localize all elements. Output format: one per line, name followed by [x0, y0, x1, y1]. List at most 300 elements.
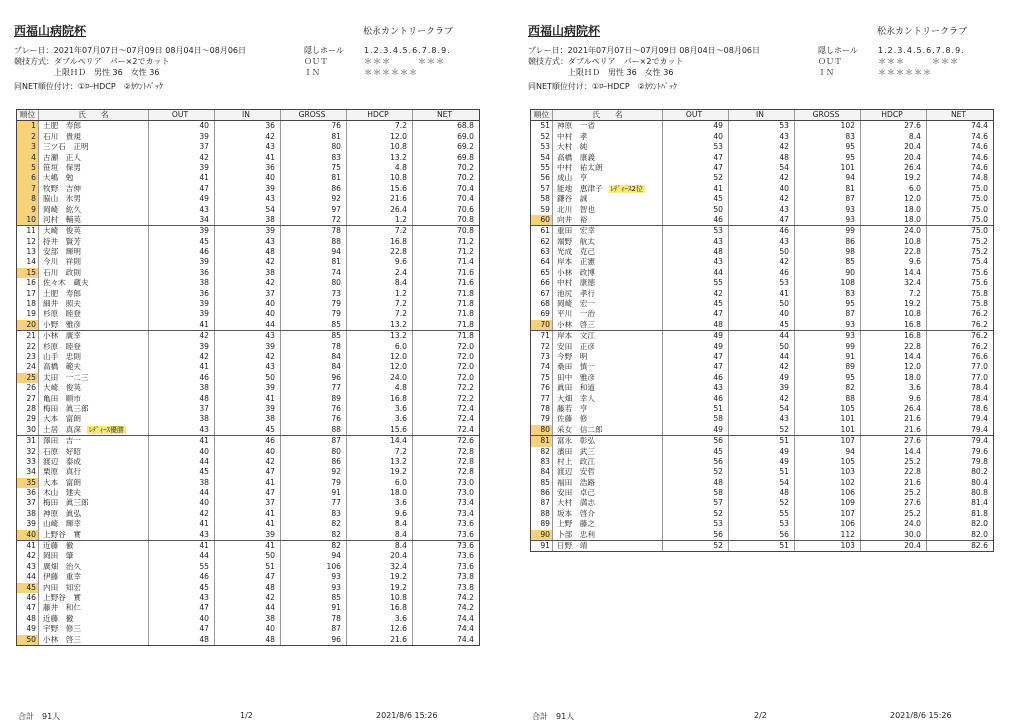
player-name: 岡崎 宏一	[557, 299, 595, 309]
name-cell	[39, 342, 149, 352]
hdcp-cell: 12.0	[347, 362, 413, 372]
table-row	[531, 404, 993, 414]
net-cell: 71.8	[457, 319, 474, 329]
rank-cell: 30	[17, 425, 39, 435]
table-row	[531, 467, 993, 477]
name-cell	[39, 153, 149, 163]
out-cell: 44	[149, 551, 215, 561]
rank-cell: 82	[531, 447, 553, 457]
net-cell: 82.0	[971, 529, 988, 539]
net-cell: 71.6	[457, 278, 474, 288]
player-name: 安田 正彦	[557, 341, 595, 351]
net-cell: 69.8	[457, 152, 474, 162]
in-cell: 41	[215, 519, 281, 529]
hdcp-cell: 24.0	[347, 373, 413, 383]
player-name: 高橋 康義	[557, 152, 595, 162]
table-row	[531, 383, 993, 393]
rank-cell: 59	[531, 205, 553, 215]
gross-cell: 85	[795, 257, 861, 267]
gross-cell: 106	[795, 488, 861, 498]
name-cell	[39, 194, 149, 204]
in-cell: 43	[729, 205, 795, 215]
player-name: 高橋 範夫	[43, 362, 81, 372]
in-cell: 40	[215, 309, 281, 319]
gross-cell: 85	[281, 593, 347, 603]
competition-method: 競技方式：ダブルペリア パー×2でカット	[14, 57, 170, 66]
award-badge: ﾚﾃﾞｨｰｽ優勝	[88, 425, 124, 434]
table-row	[17, 309, 479, 319]
name-cell	[39, 278, 149, 288]
net-cell: 82.0	[971, 519, 988, 529]
net-cell: 74.4	[457, 613, 474, 623]
out-cell: 42	[149, 509, 215, 519]
out-cell: 58	[663, 488, 729, 498]
net-cell: 70.8	[457, 214, 474, 224]
name-cell	[553, 436, 663, 446]
in-cell: 47	[215, 572, 281, 582]
rank-cell: 60	[531, 215, 553, 225]
in-cell: 53	[729, 519, 795, 529]
in-cell: 46	[729, 226, 795, 236]
gross-cell: 93	[281, 583, 347, 593]
in-cell: 42	[729, 194, 795, 204]
net-cell: 76.2	[971, 309, 988, 319]
hdcp-cell: 19.2	[347, 467, 413, 477]
player-name: 岸本 文江	[557, 331, 595, 341]
table-row	[531, 352, 993, 362]
player-name: 采女 信二郎	[557, 424, 603, 434]
gross-cell: 94	[281, 551, 347, 561]
in-cell: 48	[215, 635, 281, 645]
player-name: 小野 雅彦	[43, 319, 81, 329]
net-cell: 72.4	[457, 424, 474, 434]
player-name: 佐藤 修	[557, 414, 588, 424]
net-cell: 74.6	[971, 152, 988, 162]
hdcp-cell: 10.8	[347, 593, 413, 603]
table-row	[17, 268, 479, 278]
hdcp-cell: 16.8	[347, 394, 413, 404]
table-row	[531, 394, 993, 404]
hdcp-cell: 30.0	[861, 530, 927, 540]
table-row	[531, 414, 993, 424]
rank-cell: 25	[17, 373, 39, 383]
in-cell: 54	[729, 404, 795, 414]
net-cell: 73.0	[457, 488, 474, 498]
net-cell: 79.4	[971, 424, 988, 434]
hdcp-cell: 7.2	[347, 226, 413, 236]
in-cell: 50	[729, 299, 795, 309]
in-cell: 39	[215, 404, 281, 414]
rank-cell: 66	[531, 278, 553, 288]
table-row	[531, 215, 993, 225]
gross-cell: 102	[795, 478, 861, 488]
table-row	[17, 330, 479, 341]
player-name: 安田 卓己	[557, 488, 595, 498]
out-cell: 47	[663, 352, 729, 362]
rank-cell: 51	[531, 121, 553, 131]
in-cell: 50	[215, 551, 281, 561]
player-name: 石川 貴規	[43, 131, 81, 141]
gross-cell: 107	[795, 509, 861, 519]
table-row	[531, 425, 993, 435]
in-cell: 42	[215, 593, 281, 603]
hdcp-cell: 10.8	[347, 173, 413, 183]
player-name: 山崎 輝幸	[43, 519, 81, 529]
table-header	[17, 110, 479, 121]
out-cell: 45	[149, 583, 215, 593]
player-name: 石原 好昭	[43, 446, 81, 456]
rank-cell: 28	[17, 404, 39, 414]
name-cell	[39, 309, 149, 319]
net-cell: 70.2	[457, 162, 474, 172]
player-name: 岸本 正憲	[557, 257, 595, 267]
table-row	[531, 362, 993, 372]
net-cell: 81.8	[971, 508, 988, 518]
name-cell	[553, 394, 663, 404]
net-cell: 71.8	[457, 288, 474, 298]
net-cell: 80.2	[971, 467, 988, 477]
player-name: 卜部 忠利	[557, 529, 595, 539]
player-name: 大畑 幸人	[557, 393, 595, 403]
name-cell	[39, 205, 149, 215]
hdcp-cell: 21.6	[861, 425, 927, 435]
table-row	[531, 320, 993, 330]
out-cell: 38	[149, 478, 215, 488]
gross-cell: 97	[281, 205, 347, 215]
hidden-in-label: ＩＮ	[304, 68, 320, 77]
rank-cell: 72	[531, 342, 553, 352]
hidden-out-value: ＊＊＊ ＊＊＊	[878, 57, 959, 66]
header-rank: 順位	[531, 110, 553, 120]
net-cell: 75.0	[971, 226, 988, 236]
player-name: 神原 一省	[557, 121, 595, 131]
net-cell: 75.0	[971, 183, 988, 193]
player-name: 宇野 修三	[43, 624, 81, 634]
gross-cell: 76	[281, 121, 347, 131]
gross-cell: 91	[281, 488, 347, 498]
player-name: 亀田 順市	[43, 393, 81, 403]
rank-cell: 32	[17, 447, 39, 457]
out-cell: 42	[663, 289, 729, 299]
rank-cell: 52	[531, 132, 553, 142]
name-cell	[553, 278, 663, 288]
player-name: 山手 忠則	[43, 351, 81, 361]
gross-cell: 91	[281, 603, 347, 613]
in-cell: 42	[215, 278, 281, 288]
gross-cell: 92	[281, 194, 347, 204]
player-name: 小林 啓三	[557, 319, 595, 329]
hdcp-cell: 10.8	[347, 142, 413, 152]
gross-cell: 103	[795, 467, 861, 477]
rank-cell: 88	[531, 509, 553, 519]
rank-cell: 73	[531, 352, 553, 362]
net-cell: 73.6	[457, 561, 474, 571]
gross-cell: 93	[795, 320, 861, 330]
rank-cell: 67	[531, 289, 553, 299]
table-row	[531, 184, 993, 194]
table-row	[17, 551, 479, 561]
out-cell: 47	[149, 624, 215, 634]
hdcp-cell: 9.6	[347, 509, 413, 519]
rank-cell: 20	[17, 320, 39, 330]
rank-cell: 16	[17, 278, 39, 288]
player-name: 細井 照夫	[43, 299, 81, 309]
net-cell: 75.0	[971, 214, 988, 224]
name-cell	[39, 457, 149, 467]
gross-cell: 85	[281, 320, 347, 330]
hdcp-cell: 3.6	[347, 498, 413, 508]
player-name: 渡辺 安哲	[557, 467, 595, 477]
out-cell: 47	[663, 362, 729, 372]
hdcp-cell: 12.0	[861, 194, 927, 204]
in-cell: 51	[729, 436, 795, 446]
out-cell: 53	[663, 142, 729, 152]
player-name: 田中 雅彦	[557, 372, 595, 382]
page-title: 西福山病院杯	[528, 24, 601, 38]
out-cell: 52	[663, 173, 729, 183]
net-cell: 75.6	[971, 267, 988, 277]
name-cell	[553, 383, 663, 393]
out-cell: 49	[663, 425, 729, 435]
rank-cell: 86	[531, 488, 553, 498]
net-cell: 71.6	[457, 267, 474, 277]
out-cell: 57	[663, 498, 729, 508]
rank-cell: 7	[17, 184, 39, 194]
net-cell: 79.4	[971, 414, 988, 424]
net-cell: 70.4	[457, 183, 474, 193]
name-cell	[553, 215, 663, 225]
table-row	[17, 362, 479, 372]
rank-cell: 49	[17, 624, 39, 634]
hdcp-cell: 14.4	[861, 352, 927, 362]
name-cell	[553, 457, 663, 467]
header-hdcp: HDCP	[347, 110, 413, 120]
player-name: 藤井 和仁	[43, 603, 81, 613]
net-cell: 72.2	[457, 393, 474, 403]
player-name: 濱田 武三	[557, 446, 595, 456]
net-cell: 75.0	[971, 204, 988, 214]
rank-cell: 35	[17, 478, 39, 488]
in-cell: 49	[729, 373, 795, 383]
name-cell	[553, 478, 663, 488]
table-row	[17, 435, 479, 446]
net-cell: 68.8	[457, 121, 474, 131]
gross-cell: 74	[281, 268, 347, 278]
net-cell: 70.2	[457, 173, 474, 183]
hdcp-cell: 19.2	[861, 173, 927, 183]
gross-cell: 90	[795, 268, 861, 278]
footer-date: 2021/8/6 15:26	[890, 711, 952, 720]
net-cell: 76.6	[971, 351, 988, 361]
rank-cell: 55	[531, 163, 553, 173]
net-cell: 74.8	[971, 173, 988, 183]
hdcp-cell: 21.6	[347, 635, 413, 645]
name-cell	[39, 215, 149, 225]
in-cell: 48	[215, 247, 281, 257]
hdcp-cell: 12.0	[861, 362, 927, 372]
name-cell	[553, 362, 663, 372]
out-cell: 47	[149, 603, 215, 613]
rank-cell: 91	[531, 541, 553, 551]
gross-cell: 86	[795, 237, 861, 247]
hidden-holes-label: 隠しホール	[818, 46, 858, 55]
net-cell: 79.4	[971, 436, 988, 446]
gross-cell: 78	[281, 614, 347, 624]
name-cell	[39, 362, 149, 372]
in-cell: 43	[215, 142, 281, 152]
out-cell: 53	[663, 226, 729, 236]
in-cell: 40	[729, 309, 795, 319]
player-name: 杉原 睦登	[43, 341, 81, 351]
table-row	[531, 142, 993, 152]
name-cell	[553, 467, 663, 477]
player-name: 安部 輝明	[43, 247, 81, 257]
table-row	[17, 225, 479, 236]
out-cell: 48	[663, 478, 729, 488]
player-name: 内田 知宏	[43, 582, 81, 592]
header-rank: 順位	[17, 110, 39, 120]
player-name: 杉原 睦登	[43, 309, 81, 319]
table-row	[17, 163, 479, 173]
hdcp-cell: 16.8	[347, 603, 413, 613]
out-cell: 47	[663, 163, 729, 173]
rank-cell: 11	[17, 226, 39, 236]
player-name: 栗原 真行	[43, 467, 81, 477]
table-row	[17, 373, 479, 383]
hdcp-cell: 18.0	[861, 215, 927, 225]
footer-page: 1/2	[240, 711, 253, 720]
out-cell: 36	[149, 268, 215, 278]
hdcp-cell: 19.2	[347, 583, 413, 593]
results-page-1	[8, 0, 500, 724]
in-cell: 48	[729, 488, 795, 498]
table-row	[531, 153, 993, 163]
player-name: 池尻 孝行	[557, 288, 595, 298]
player-name: 近藤 徹	[43, 541, 74, 551]
out-cell: 46	[149, 373, 215, 383]
hdcp-cell: 24.0	[861, 519, 927, 529]
hidden-in-value: ＊＊＊＊＊＊	[878, 68, 932, 77]
gross-cell: 94	[795, 447, 861, 457]
rank-cell: 53	[531, 142, 553, 152]
net-cell: 71.4	[457, 257, 474, 267]
net-cell: 74.6	[971, 162, 988, 172]
in-cell: 39	[215, 383, 281, 393]
player-name: 光成 克己	[557, 247, 595, 257]
gross-cell: 80	[281, 447, 347, 457]
rank-cell: 9	[17, 205, 39, 215]
name-cell	[39, 635, 149, 645]
hdcp-cell: 19.2	[861, 299, 927, 309]
player-name: 成山 亨	[557, 173, 588, 183]
out-cell: 39	[149, 309, 215, 319]
name-cell	[39, 488, 149, 498]
gross-cell: 95	[795, 142, 861, 152]
in-cell: 52	[729, 425, 795, 435]
name-cell	[39, 467, 149, 477]
gross-cell: 82	[281, 530, 347, 540]
out-cell: 39	[149, 132, 215, 142]
table-row	[17, 519, 479, 529]
in-cell: 41	[215, 153, 281, 163]
in-cell: 53	[729, 278, 795, 288]
gross-cell: 101	[795, 425, 861, 435]
rank-cell: 31	[17, 436, 39, 446]
name-cell	[39, 184, 149, 194]
rank-cell: 77	[531, 394, 553, 404]
table-row	[17, 478, 479, 488]
in-cell: 37	[215, 498, 281, 508]
player-name: 小林 啓三	[43, 634, 81, 644]
rank-cell: 14	[17, 257, 39, 267]
name-cell	[39, 498, 149, 508]
player-name: 日野 靖	[557, 541, 588, 551]
name-cell	[553, 519, 663, 529]
player-name: 近藤 徹	[43, 613, 74, 623]
hdcp-cell: 13.2	[347, 320, 413, 330]
rank-cell: 13	[17, 247, 39, 257]
rank-cell: 65	[531, 268, 553, 278]
hdcp-cell: 6.0	[861, 184, 927, 194]
in-cell: 47	[215, 488, 281, 498]
table-row	[17, 614, 479, 624]
out-cell: 49	[663, 331, 729, 341]
in-cell: 40	[215, 299, 281, 309]
out-cell: 41	[149, 173, 215, 183]
net-cell: 79.8	[971, 456, 988, 466]
out-cell: 40	[149, 447, 215, 457]
net-cell: 71.8	[457, 331, 474, 341]
rank-cell: 80	[531, 425, 553, 435]
in-cell: 51	[215, 562, 281, 572]
rank-cell: 2	[17, 132, 39, 142]
net-cell: 73.8	[457, 572, 474, 582]
in-cell: 42	[729, 142, 795, 152]
table-row	[17, 184, 479, 194]
name-cell	[39, 268, 149, 278]
net-cell: 80.4	[971, 477, 988, 487]
in-cell: 49	[729, 457, 795, 467]
table-row	[17, 299, 479, 309]
results-table	[16, 109, 480, 646]
name-cell	[553, 153, 663, 163]
name-cell	[553, 226, 663, 236]
name-cell	[553, 530, 663, 540]
rank-cell: 50	[17, 635, 39, 645]
net-cell: 72.4	[457, 403, 474, 413]
table-row	[531, 530, 993, 540]
table-row	[531, 247, 993, 257]
gross-cell: 106	[795, 519, 861, 529]
name-cell	[39, 394, 149, 404]
player-name: 石川 政則	[43, 267, 81, 277]
club-name: 松永カントリークラブ	[363, 27, 454, 37]
net-cell: 74.4	[457, 634, 474, 644]
hdcp-cell: 9.6	[861, 257, 927, 267]
in-cell: 46	[729, 268, 795, 278]
out-cell: 40	[663, 132, 729, 142]
gross-cell: 98	[795, 247, 861, 257]
hdcp-cell: 8.4	[347, 519, 413, 529]
gross-cell: 92	[281, 467, 347, 477]
in-cell: 47	[729, 215, 795, 225]
player-name: 太田 一二三	[43, 372, 89, 382]
in-cell: 50	[729, 247, 795, 257]
net-cell: 72.8	[457, 456, 474, 466]
name-cell	[553, 309, 663, 319]
in-cell: 40	[215, 624, 281, 634]
table-row	[17, 583, 479, 593]
